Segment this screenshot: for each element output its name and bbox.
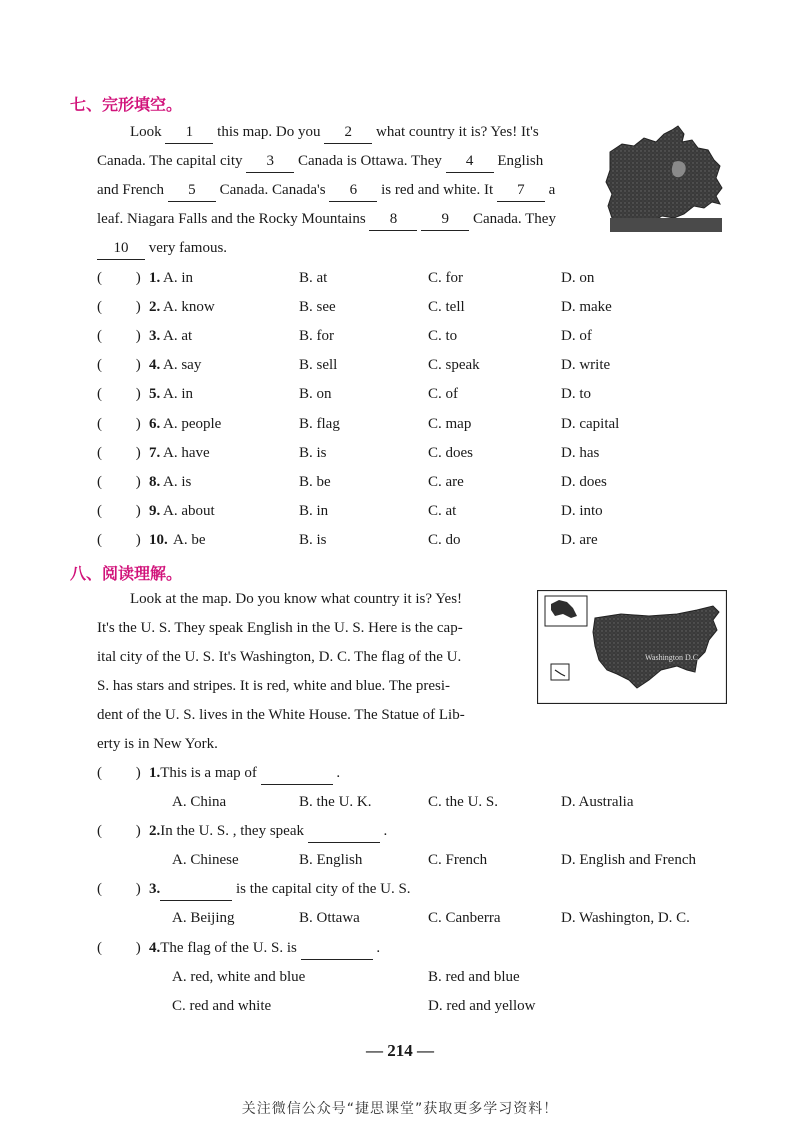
cloze-line-3 (97, 179, 555, 202)
passage-line: ital city of the U. S. It's Washington, D. C. The flag of the U. (97, 649, 462, 665)
option-b: B. Ottawa (299, 910, 360, 926)
blank-3: 3 (246, 150, 294, 173)
answer-paren: ( ) (97, 386, 141, 403)
question-number: 3. (149, 881, 161, 897)
options-row (172, 966, 772, 988)
option-c: C. do (428, 531, 461, 548)
option-d: D. Washington, D. C. (561, 910, 690, 926)
answer-paren: ( ) (97, 823, 141, 839)
option-a: A. have (163, 444, 210, 461)
blank-2: 2 (324, 121, 372, 144)
option-d: D. has (561, 444, 600, 461)
blank-4: 4 (446, 150, 494, 173)
options-row (172, 791, 772, 813)
answer-paren: ( ) (97, 328, 141, 345)
option-a: A. at (163, 328, 193, 345)
answer-blank (261, 762, 333, 785)
usa-map-image (537, 590, 727, 704)
cloze-text: what country it is? Yes! It's (376, 124, 539, 140)
cloze-text: Canada. They (472, 211, 556, 227)
option-c: C. speak (428, 357, 480, 374)
cloze-question-row (97, 296, 757, 318)
cloze-line-5 (97, 237, 227, 260)
answer-paren: ( ) (97, 357, 141, 374)
option-a: A. in (163, 270, 193, 286)
question-stem (149, 937, 380, 960)
question-number: 4. (149, 940, 161, 956)
passage-line: Look at the map. Do you know what country it is? Yes! (130, 591, 463, 607)
option-d: D. are (561, 531, 598, 548)
passage-line: dent of the U. S. lives in the White House. The Statue of Lib- (97, 707, 465, 723)
option-a: A. be (173, 531, 206, 548)
cloze-text: Canada is Ottawa. They (298, 153, 442, 169)
cloze-text: is red and white. It (381, 182, 494, 198)
cloze-question-row (97, 383, 757, 405)
answer-blank (160, 878, 232, 901)
question-number: 8. (149, 473, 161, 490)
options-row (172, 995, 772, 1017)
option-c: C. of (428, 386, 458, 403)
reading-question-row (97, 878, 757, 900)
option-d: D. does (561, 473, 607, 490)
option-d: D. make (561, 299, 612, 316)
question-number: 3. (149, 328, 161, 345)
question-number: 2. (149, 299, 161, 316)
answer-paren: ( ) (97, 415, 141, 432)
option-a: A. China (172, 794, 227, 810)
option-c: C. tell (428, 299, 465, 316)
option-c: C. to (428, 328, 458, 345)
cloze-text: English (497, 153, 544, 169)
option-b: B. is (299, 531, 327, 548)
stem-text: . (372, 940, 381, 956)
cloze-text: very famous. (148, 240, 228, 256)
blank-6: 6 (329, 179, 377, 202)
question-number: 6. (149, 415, 161, 432)
reading-question-row (97, 820, 757, 842)
question-stem (149, 878, 411, 901)
option-a: A. about (163, 502, 215, 519)
canada-map-image (604, 122, 726, 234)
stem-text: In the U. S. , they speak (160, 823, 308, 839)
stem-text: . (332, 765, 341, 781)
option-a: A. Chinese (172, 852, 239, 868)
washington-dc-label: Washington D.C. (645, 653, 701, 662)
passage-line: S. has stars and stripes. It is red, white and blue. The presi- (97, 678, 450, 694)
question-number: 5. (149, 386, 161, 403)
option-d: D. to (561, 386, 591, 403)
option-c: C. red and white (172, 998, 272, 1014)
cloze-line-1 (130, 121, 539, 144)
option-d: D. capital (561, 415, 620, 432)
blank-5: 5 (168, 179, 216, 202)
question-number: 1. (149, 270, 161, 286)
cloze-question-row (97, 500, 757, 522)
cloze-text: a (548, 182, 556, 198)
cloze-line-4 (97, 208, 556, 231)
passage-line: erty is in New York. (97, 736, 218, 752)
answer-paren: ( ) (97, 531, 141, 548)
answer-paren: ( ) (97, 444, 141, 461)
cloze-question-row (97, 442, 757, 464)
question-number: 10. (149, 531, 168, 548)
option-a: A. red, white and blue (172, 969, 306, 985)
cloze-text: this map. Do you (217, 124, 321, 140)
option-c: C. map (428, 415, 472, 432)
blank-10: 10 (97, 237, 145, 260)
option-b: B. on (299, 386, 332, 403)
options-row (172, 849, 772, 871)
question-number: 9. (149, 502, 161, 519)
answer-blank (308, 820, 380, 843)
reading-question-row (97, 762, 757, 784)
cloze-text: Look (130, 124, 162, 140)
answer-blank (301, 937, 373, 960)
blank-7: 7 (497, 179, 545, 202)
answer-paren: ( ) (97, 299, 141, 316)
option-a: A. know (163, 299, 215, 316)
cloze-question-row (97, 471, 757, 493)
question-number: 1. (149, 765, 161, 781)
option-d: D. of (561, 328, 592, 345)
stem-text: is the capital city of the U. S. (232, 881, 411, 897)
answer-paren: ( ) (97, 765, 141, 781)
page-number: — 214 — (366, 1041, 434, 1060)
option-d: D. write (561, 357, 611, 374)
cloze-text: and French (97, 182, 165, 198)
option-c: C. at (428, 502, 457, 519)
question-number: 4. (149, 357, 161, 374)
answer-paren: ( ) (97, 881, 141, 897)
option-c: C. Canberra (428, 910, 501, 926)
footer-note: 关注微信公众号“捷思课堂”获取更多学习资料！ (241, 1101, 559, 1117)
cloze-question-row (97, 325, 757, 347)
option-c: C. for (428, 270, 463, 286)
answer-paren: ( ) (97, 473, 141, 490)
option-b: B. be (299, 473, 331, 490)
cloze-text: leaf. Niagara Falls and the Rocky Mountains (97, 211, 366, 227)
option-b: B. sell (299, 357, 338, 374)
option-c: C. are (428, 473, 464, 490)
option-d: D. red and yellow (428, 998, 536, 1014)
option-d: D. Australia (561, 794, 634, 810)
option-a: A. is (163, 473, 192, 490)
cloze-line-2 (97, 150, 543, 173)
option-c: C. the U. S. (428, 794, 499, 810)
cloze-question-row (97, 267, 757, 289)
question-stem (149, 762, 340, 785)
blank-9: 9 (421, 208, 469, 231)
answer-paren: ( ) (97, 940, 141, 956)
cloze-question-row (97, 413, 757, 435)
blank-1: 1 (165, 121, 213, 144)
option-b: B. the U. K. (299, 794, 372, 810)
section-8-title: 八、阅读理解。 (70, 564, 183, 583)
question-number: 7. (149, 444, 161, 461)
cloze-question-row (97, 354, 757, 376)
stem-text: This is a map of (160, 765, 261, 781)
option-b: B. red and blue (428, 969, 520, 985)
question-number: 2. (149, 823, 161, 839)
option-c: C. French (428, 852, 488, 868)
cloze-question-row (97, 529, 757, 551)
answer-paren: ( ) (97, 502, 141, 519)
blank-8: 8 (369, 208, 417, 231)
option-a: A. in (163, 386, 193, 403)
option-b: B. see (299, 299, 336, 316)
question-stem (149, 820, 387, 843)
reading-question-row (97, 937, 757, 959)
option-d: D. English and French (561, 852, 696, 868)
option-a: A. say (163, 357, 202, 374)
section-7-title: 七、完形填空。 (70, 95, 183, 114)
stem-text: . (379, 823, 388, 839)
option-d: D. on (561, 270, 595, 286)
cloze-text: Canada. The capital city (97, 153, 243, 169)
option-a: A. Beijing (172, 910, 235, 926)
answer-paren: ( ) (97, 270, 141, 286)
option-b: B. in (299, 502, 329, 519)
passage-line: It's the U. S. They speak English in the U. S. Here is the cap- (97, 620, 463, 636)
stem-text: The flag of the U. S. is (160, 940, 301, 956)
option-b: B. English (299, 852, 363, 868)
option-b: B. at (299, 270, 328, 286)
option-a: A. people (163, 415, 222, 432)
cloze-text: Canada. Canada's (219, 182, 326, 198)
option-d: D. into (561, 502, 603, 519)
options-row (172, 907, 772, 929)
option-c: C. does (428, 444, 473, 461)
option-b: B. for (299, 328, 334, 345)
option-b: B. flag (299, 415, 340, 432)
option-b: B. is (299, 444, 327, 461)
